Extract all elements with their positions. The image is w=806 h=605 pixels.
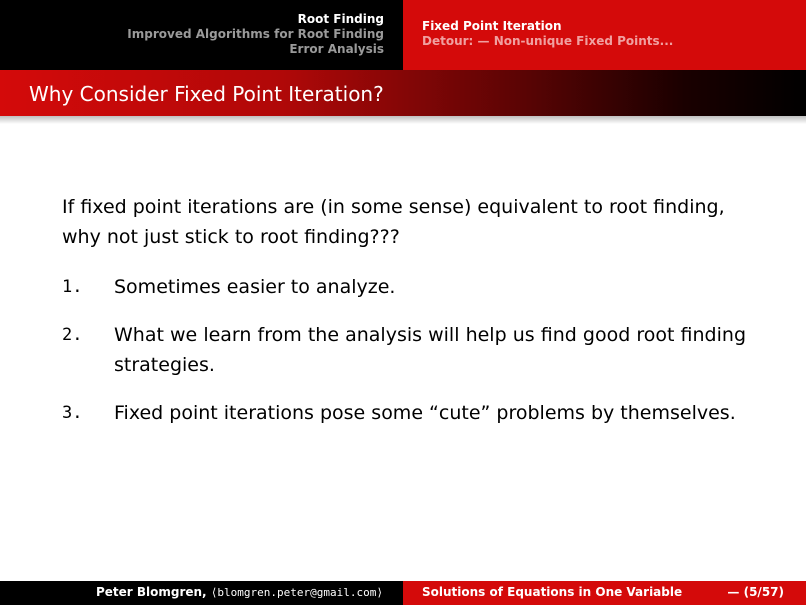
list-item — [62, 398, 746, 428]
nav-section-root-finding[interactable]: Root Finding — [297, 12, 384, 26]
title-shadow — [0, 116, 806, 124]
nav-section-error-analysis[interactable]: Error Analysis — [289, 42, 384, 56]
list-item-text: What we learn from the analysis will help us find good root finding strategies. — [114, 324, 746, 376]
footer-presentation-title: Solutions of Equations in One Variable — [422, 585, 683, 599]
list-item-number: 1. — [62, 277, 83, 297]
slide-body — [62, 192, 746, 446]
nav-section-improved-algorithms[interactable]: Improved Algorithms for Root Finding — [127, 27, 384, 41]
frame-title-bar — [0, 70, 806, 116]
footer-bar — [0, 581, 806, 605]
list-item-number: 3. — [62, 403, 83, 423]
footer-page-number: — (5/57) — [727, 585, 784, 599]
list-item-text: Fixed point iterations pose some “cute” problems by themselves. — [114, 402, 736, 424]
list-item — [62, 272, 746, 302]
section-navigation — [0, 0, 403, 70]
nav-subsection-fixed-point-iteration[interactable]: Fixed Point Iteration — [422, 19, 562, 33]
frame-title: Why Consider Fixed Point Iteration? — [29, 82, 384, 106]
footer-author — [96, 585, 383, 599]
nav-subsection-detour[interactable]: Detour: — Non-unique Fixed Points... — [422, 34, 674, 48]
footer-title-box — [403, 581, 806, 605]
author-name: Peter Blomgren, — [95, 585, 207, 599]
header-bar — [0, 0, 806, 70]
list-item-number: 2. — [62, 325, 83, 345]
intro-paragraph: If fixed point iterations are (in some sense) equivalent to root finding, why not just stick to root finding??? — [62, 196, 725, 248]
subsection-navigation — [403, 0, 806, 70]
author-email: ⟨blomgren.peter@gmail.com⟩ — [210, 586, 383, 599]
enumerated-list — [62, 272, 746, 428]
list-item — [62, 320, 746, 380]
list-item-text: Sometimes easier to analyze. — [114, 276, 396, 298]
footer-author-box — [0, 581, 403, 605]
